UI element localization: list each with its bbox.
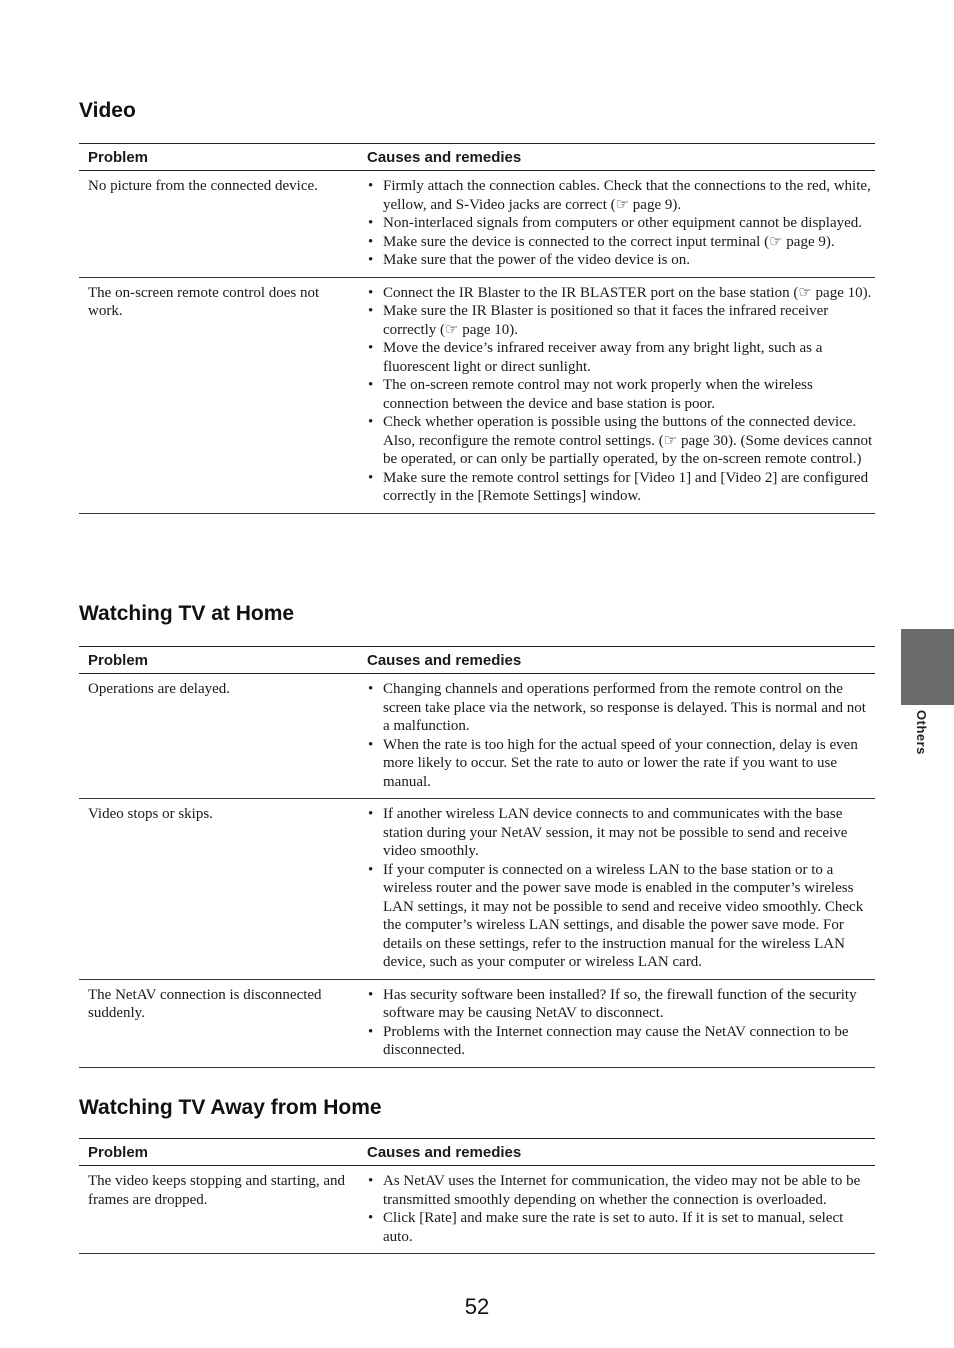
cause-item: • Make sure the IR Blaster is positioned so that it faces the infrared receiver correctly (☞ page 10). bbox=[367, 302, 875, 339]
section-title: Video bbox=[79, 99, 136, 122]
problem-cell: The on-screen remote control does not work. bbox=[88, 284, 320, 319]
header-problem: Problem bbox=[88, 148, 149, 166]
cause-item: • Has security software been installed? If so, the firewall function of the security software may be causing NetAV to disconnect. bbox=[367, 986, 875, 1023]
section-watching-tv-away bbox=[79, 1095, 875, 1254]
section-video bbox=[79, 98, 875, 514]
table-row bbox=[79, 171, 875, 278]
problem-cell: Operations are delayed. bbox=[88, 681, 231, 697]
cause-item: • Check whether operation is possible using the buttons of the connected device. Also, reconfigure the remote control settings. (☞ page 30). (Some devices cannot be operated, or can only be partially operated, by the on-screen remote control.) bbox=[367, 413, 875, 469]
table-row bbox=[79, 674, 875, 799]
section-title: Watching TV Away from Home bbox=[79, 1096, 382, 1119]
cause-item: • Changing channels and operations performed from the remote control on the screen take place via the network, so response is delayed. This is normal and not a malfunction. bbox=[367, 680, 875, 736]
cause-item: • Move the device’s infrared receiver away from any bright light, such as a fluorescent light or direct sunlight. bbox=[367, 339, 875, 376]
header-problem: Problem bbox=[88, 651, 149, 669]
causes-cell bbox=[367, 284, 875, 506]
problem-cell: Video stops or skips. bbox=[88, 806, 213, 822]
header-causes: Causes and remedies bbox=[367, 651, 522, 669]
problem-cell: The NetAV connection is disconnected suddenly. bbox=[88, 986, 322, 1021]
cause-item: • Problems with the Internet connection may cause the NetAV connection to be disconnected. bbox=[367, 1023, 875, 1060]
cause-item: • Make sure the remote control settings for [Video 1] and [Video 2] are configured correctly in the [Remote Settings] window. bbox=[367, 469, 875, 506]
table-row bbox=[79, 799, 875, 980]
problem-cell: No picture from the connected device. bbox=[88, 178, 318, 194]
header-problem: Problem bbox=[88, 1143, 149, 1161]
cause-item: • Firmly attach the connection cables. Check that the connections to the red, white, yellow, and S-Video jacks are correct (☞ page 9). bbox=[367, 177, 875, 214]
cause-item: • If another wireless LAN device connects to and communicates with the base station during your NetAV session, it may not be possible to send and receive video smoothly. bbox=[367, 805, 875, 861]
table-row bbox=[79, 980, 875, 1068]
causes-cell bbox=[367, 805, 875, 972]
troubleshooting-table bbox=[79, 1138, 875, 1254]
table-row bbox=[79, 278, 875, 514]
table-row bbox=[79, 1166, 875, 1254]
causes-cell bbox=[367, 986, 875, 1060]
cause-item: • If your computer is connected on a wireless LAN to the base station or to a wireless router and the power save mode is enabled in the computer’s wireless LAN settings, it may not be possible to send and receive video smoothly. Check the computer’s wireless LAN settings, and disable the power save mode. For details on these settings, refer to the instruction manual for the wireless LAN device, such as your computer or wireless LAN card. bbox=[367, 861, 875, 972]
troubleshooting-table bbox=[79, 143, 875, 514]
table-header bbox=[79, 143, 875, 171]
problem-cell: The video keeps stopping and starting, and frames are dropped. bbox=[88, 1173, 346, 1208]
cause-item: • The on-screen remote control may not work properly when the wireless connection between the device and base station is poor. bbox=[367, 376, 875, 413]
section-watching-tv-at-home bbox=[79, 601, 875, 1068]
page-number: 52 bbox=[464, 1294, 490, 1319]
header-causes: Causes and remedies bbox=[367, 1143, 522, 1161]
cause-item: • As NetAV uses the Internet for communication, the video may not be able to be transmitted smoothly depending on whether the connection is overloaded. bbox=[367, 1172, 875, 1209]
causes-cell bbox=[367, 1172, 875, 1246]
table-header bbox=[79, 646, 875, 674]
troubleshooting-table bbox=[79, 646, 875, 1068]
cause-item: • Connect the IR Blaster to the IR BLASTER port on the base station (☞ page 10). bbox=[367, 284, 875, 303]
cause-item: • Make sure that the power of the video device is on. bbox=[367, 251, 875, 270]
causes-cell bbox=[367, 177, 875, 270]
table-header bbox=[79, 1138, 875, 1166]
cause-item: • Non-interlaced signals from computers or other equipment cannot be displayed. bbox=[367, 214, 875, 233]
side-tab-label: Others bbox=[914, 710, 929, 755]
section-title: Watching TV at Home bbox=[79, 602, 295, 625]
header-causes: Causes and remedies bbox=[367, 148, 522, 166]
cause-item: • Click [Rate] and make sure the rate is set to auto. If it is set to manual, select auto. bbox=[367, 1209, 875, 1246]
side-tab-marker bbox=[901, 629, 954, 705]
cause-item: • Make sure the device is connected to the correct input terminal (☞ page 9). bbox=[367, 233, 875, 252]
causes-cell bbox=[367, 680, 875, 791]
cause-item: • When the rate is too high for the actual speed of your connection, delay is even more likely to occur. Set the rate to auto or lower the rate if you want to use manual. bbox=[367, 736, 875, 792]
